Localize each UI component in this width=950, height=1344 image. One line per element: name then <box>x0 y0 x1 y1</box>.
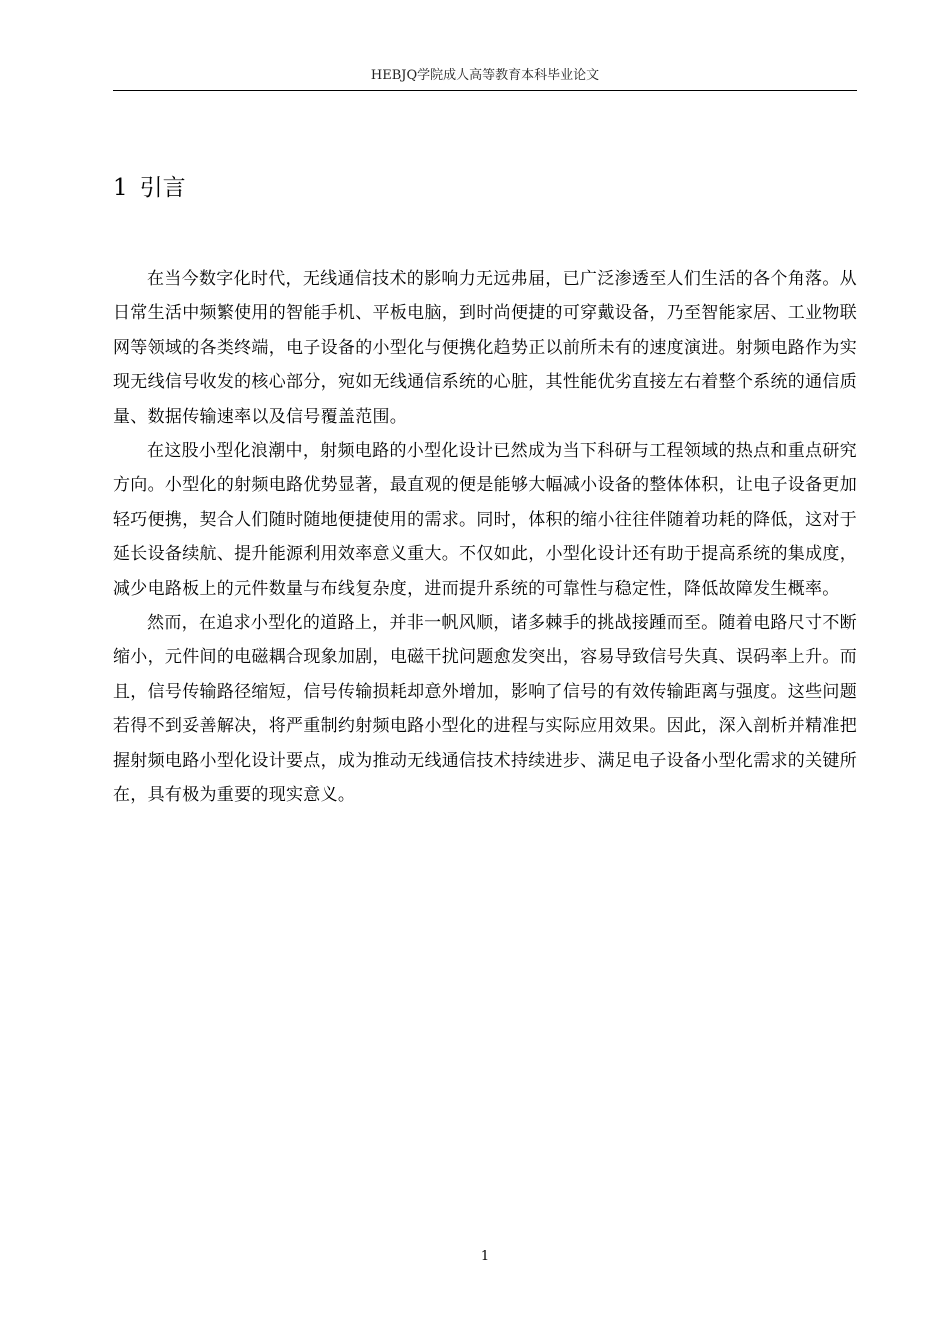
paragraph-1: 在当今数字化时代，无线通信技术的影响力无远弗届，已广泛渗透至人们生活的各个角落。从日常生活中频繁使用的智能手机、平板电脑，到时尚便捷的可穿戴设备，乃至智能家居、工业物联网等领域的各类终端，电子设备的小型化与便携化趋势正以前所未有的速度演进。射频电路作为实现无线信号收发的核心部分，宛如无线通信系统的心脏，其性能优劣直接左右着整个系统的通信质量、数据传输速率以及信号覆盖范围。 <box>113 269 857 427</box>
header-rule <box>113 90 857 91</box>
chapter-heading <box>113 172 186 204</box>
page-number: 1 <box>480 1249 490 1264</box>
chapter-number: 1 <box>113 175 128 201</box>
body-text <box>113 262 857 813</box>
paragraph-2: 在这股小型化浪潮中，射频电路的小型化设计已然成为当下科研与工程领域的热点和重点研究方向。小型化的射频电路优势显著，最直观的便是能够大幅减小设备的整体体积，让电子设备更加轻巧便携，契合人们随时随地便捷使用的需求。同时，体积的缩小往往伴随着功耗的降低，这对于延长设备续航、提升能源利用效率意义重大。不仅如此，小型化设计还有助于提高系统的集成度，减少电路板上的元件数量与布线复杂度，进而提升系统的可靠性与稳定性，降低故障发生概率。 <box>113 441 857 599</box>
paragraph-3: 然而，在追求小型化的道路上，并非一帆风顺，诸多棘手的挑战接踵而至。随着电路尺寸不断缩小，元件间的电磁耦合现象加剧，电磁干扰问题愈发突出，容易导致信号失真、误码率上升。而且，信号传输路径缩短，信号传输损耗却意外增加，影响了信号的有效传输距离与强度。这些问题若得不到妥善解决，将严重制约射频电路小型化的进程与实际应用效果。因此，深入剖析并精准把握射频电路小型化设计要点，成为推动无线通信技术持续进步、满足电子设备小型化需求的关键所在，具有极为重要的现实意义。 <box>113 613 857 806</box>
chapter-title: 引言 <box>139 175 186 201</box>
running-header: HEBJQ学院成人高等教育本科毕业论文 <box>370 68 600 83</box>
